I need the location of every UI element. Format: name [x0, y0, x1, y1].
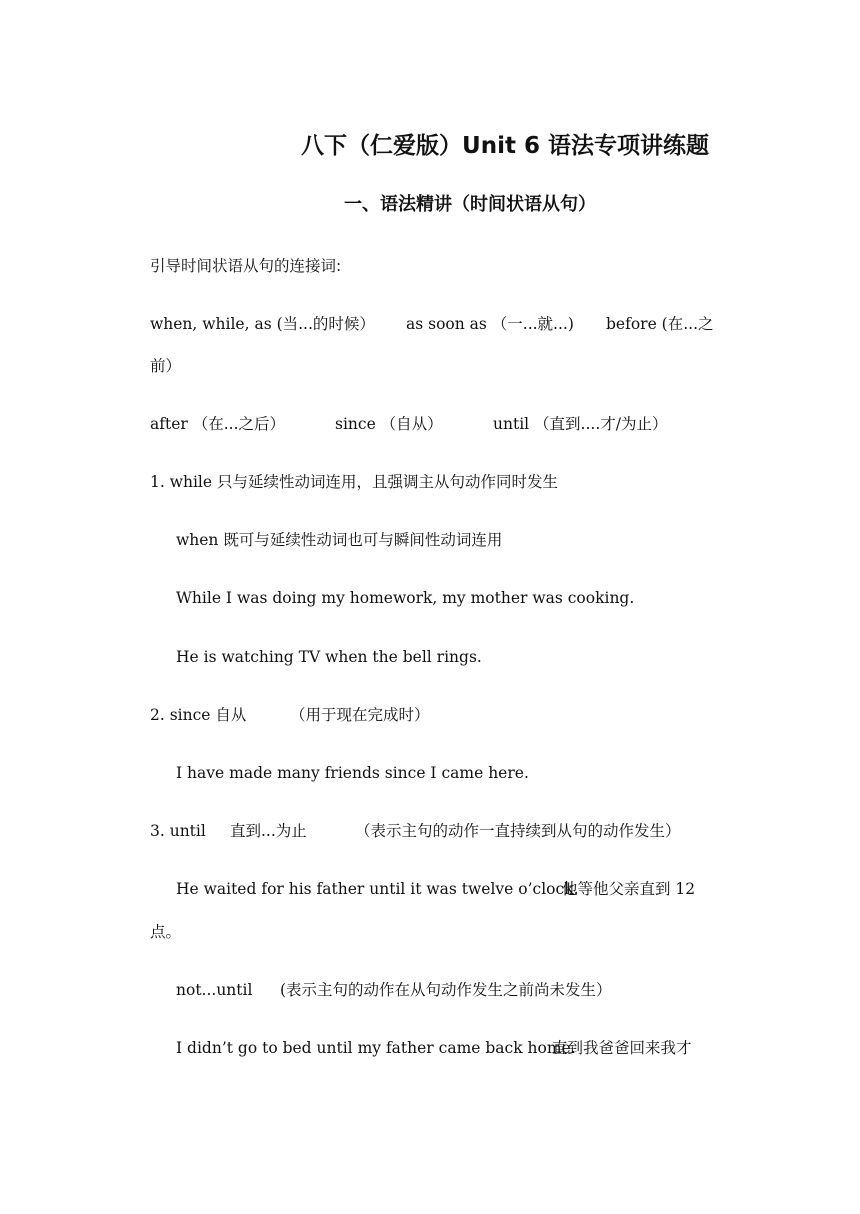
point-2-note: （用于现在完成时） — [290, 706, 430, 724]
conj-when-while-as: when, while, as (当...的时候） — [150, 315, 375, 333]
point-2-label: 2. since 自从 — [150, 706, 247, 724]
conj-since: since （自从） — [335, 415, 443, 433]
example-until-wrap: 点。 — [150, 923, 182, 941]
conj-after: after （在...之后） — [150, 415, 285, 433]
section-heading: 一、语法精讲（时间状语从句） — [344, 194, 596, 215]
intro-text: 引导时间状语从句的连接词: — [150, 257, 342, 275]
example-until-cn: 他等他父亲直到 12 — [562, 880, 696, 898]
not-until-note: (表示主句的动作在从句动作发生之前尚未发生） — [280, 981, 612, 999]
conj-until: until （直到....才/为止） — [493, 415, 668, 433]
example-not-until-en: I didn’t go to bed until my father came back home. — [176, 1039, 576, 1057]
point-3-meaning: 直到...为止 — [230, 822, 307, 840]
not-until-label: not...until — [176, 981, 253, 999]
point-1-when: when 既可与延续性动词也可与瞬间性动词连用 — [176, 531, 503, 549]
point-3-label: 3. until — [150, 822, 206, 840]
conj-before: before (在...之 — [606, 315, 714, 333]
point-1-while: 1. while 只与延续性动词连用，且强调主从句动作同时发生 — [150, 473, 558, 491]
point-3-note: （表示主句的动作一直持续到从句的动作发生） — [355, 822, 681, 840]
example-not-until-cn: 直到我爸爸回来我才 — [552, 1039, 692, 1057]
example-when: He is watching TV when the bell rings. — [176, 648, 482, 666]
example-while: While I was doing my homework, my mother was cooking. — [176, 589, 635, 607]
example-since: I have made many friends since I came here. — [176, 764, 529, 782]
conjunctions-line-1-wrap: 前） — [150, 357, 182, 375]
page-title: 八下（仁爱版）Unit 6 语法专项讲练题 — [301, 133, 709, 159]
conj-as-soon-as: as soon as （一...就...) — [406, 315, 574, 333]
example-until-en: He waited for his father until it was twelve o’clock. — [176, 880, 579, 898]
